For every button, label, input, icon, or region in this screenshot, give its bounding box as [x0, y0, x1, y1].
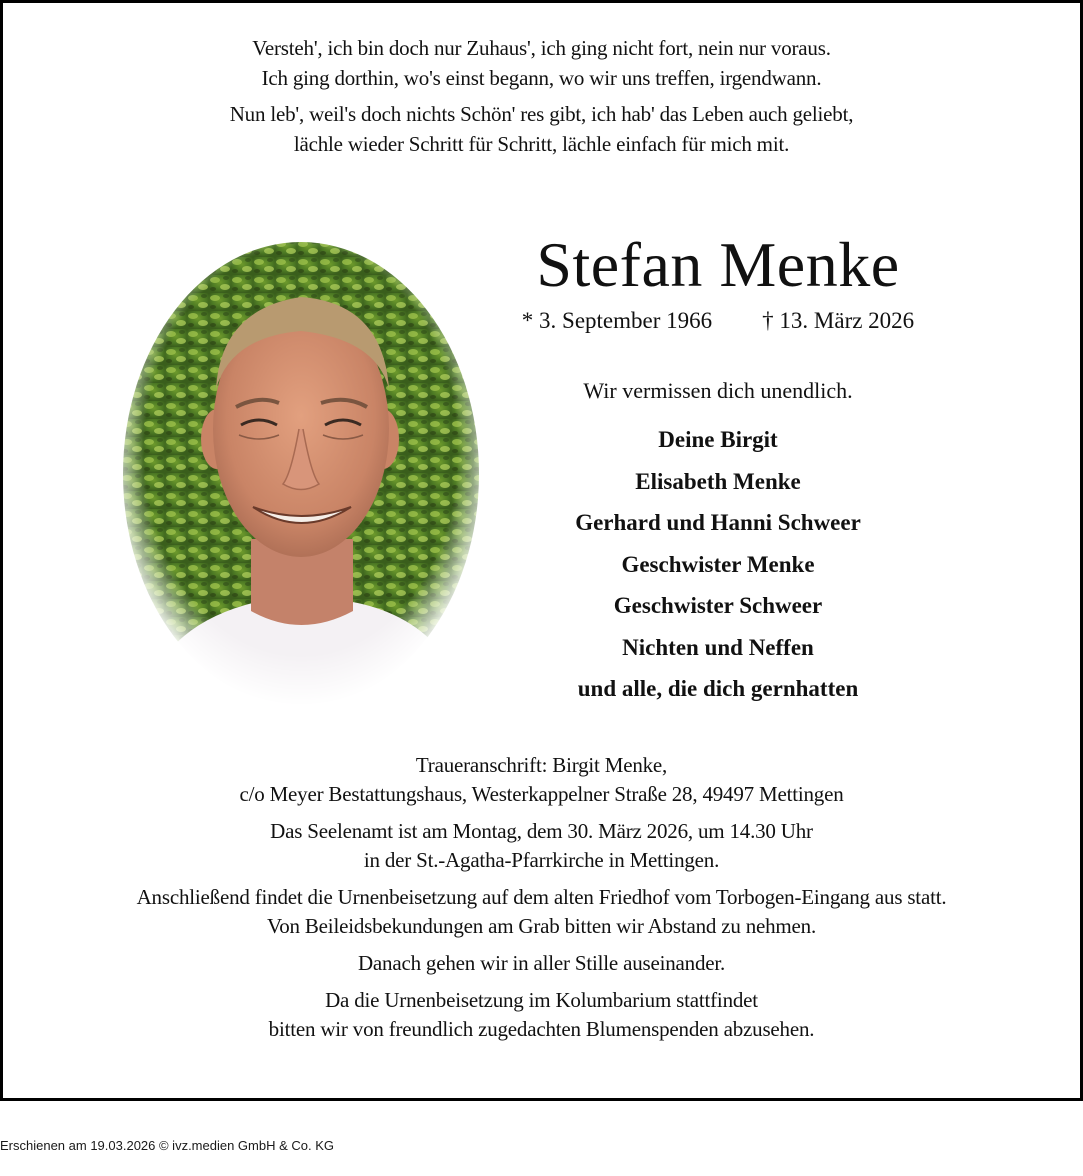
mourning-address: [3, 751, 1080, 809]
flowers-line: bitten wir von freundlich zugedachten Blumenspenden abzusehen.: [268, 1017, 815, 1041]
deceased-name: Stefan Menke: [536, 229, 900, 300]
life-dates: [493, 307, 943, 335]
burial-line: Von Beileidsbekundungen am Grab bitten wir Abstand zu nehmen.: [266, 914, 817, 938]
poem-stanza: [3, 99, 1080, 159]
mourner: Geschwister Menke: [621, 551, 815, 577]
death-date: † 13. März 2026: [762, 308, 915, 333]
poem: [3, 33, 1080, 165]
mourner: Gerhard und Hanni Schweer: [575, 510, 861, 535]
after-line: Danach gehen wir in aller Stille auseinander.: [357, 951, 726, 975]
service-details: [3, 751, 1080, 1052]
mourners-list: [493, 419, 943, 710]
address-line: c/o Meyer Bestattungshaus, Westerkappelner Straße 28, 49497 Mettingen: [239, 782, 844, 806]
poem-stanza: [3, 33, 1080, 93]
requiem-info: [3, 817, 1080, 875]
address-line: Traueranschrift: Birgit Menke,: [415, 753, 668, 777]
requiem-line: Das Seelenamt ist am Montag, dem 30. März 2026, um 14.30 Uhr: [270, 819, 813, 843]
after-info: [3, 949, 1080, 978]
publication-footer: Erschienen am 19.03.2026 © ivz.medien GmbH & Co. KG: [0, 1138, 335, 1153]
poem-line: Versteh', ich bin doch nur Zuhaus', ich ging nicht fort, nein nur voraus.: [252, 36, 831, 60]
birth-date: * 3. September 1966: [521, 308, 713, 333]
farewell-message: Wir vermissen dich unendlich.: [583, 378, 853, 403]
portrait-photo-icon: [121, 239, 481, 709]
mourner: und alle, die dich gernhatten: [577, 676, 859, 701]
mourner: Nichten und Neffen: [622, 634, 814, 660]
burial-info: [3, 883, 1080, 941]
poem-line: Ich ging dorthin, wo's einst begann, wo wir uns treffen, irgendwann.: [261, 66, 822, 90]
mourner: Deine Birgit: [658, 427, 778, 452]
requiem-line: in der St.-Agatha-Pfarrkirche in Mettingen.: [363, 848, 720, 872]
mourner: Elisabeth Menke: [635, 468, 801, 494]
flowers-line: Da die Urnenbeisetzung im Kolumbarium stattfindet: [325, 988, 758, 1012]
mourner: Geschwister Schweer: [613, 593, 823, 618]
portrait-photo: [121, 239, 481, 709]
flowers-note: [3, 986, 1080, 1044]
poem-line: lächle wieder Schritt für Schritt, lächle einfach für mich mit.: [293, 132, 790, 156]
burial-line: Anschließend findet die Urnenbeisetzung auf dem alten Friedhof vom Torbogen-Eingang aus statt.: [136, 885, 947, 909]
poem-line: Nun leb', weil's doch nichts Schön' res gibt, ich hab' das Leben auch geliebt,: [229, 102, 854, 126]
deceased-info: [493, 227, 943, 710]
